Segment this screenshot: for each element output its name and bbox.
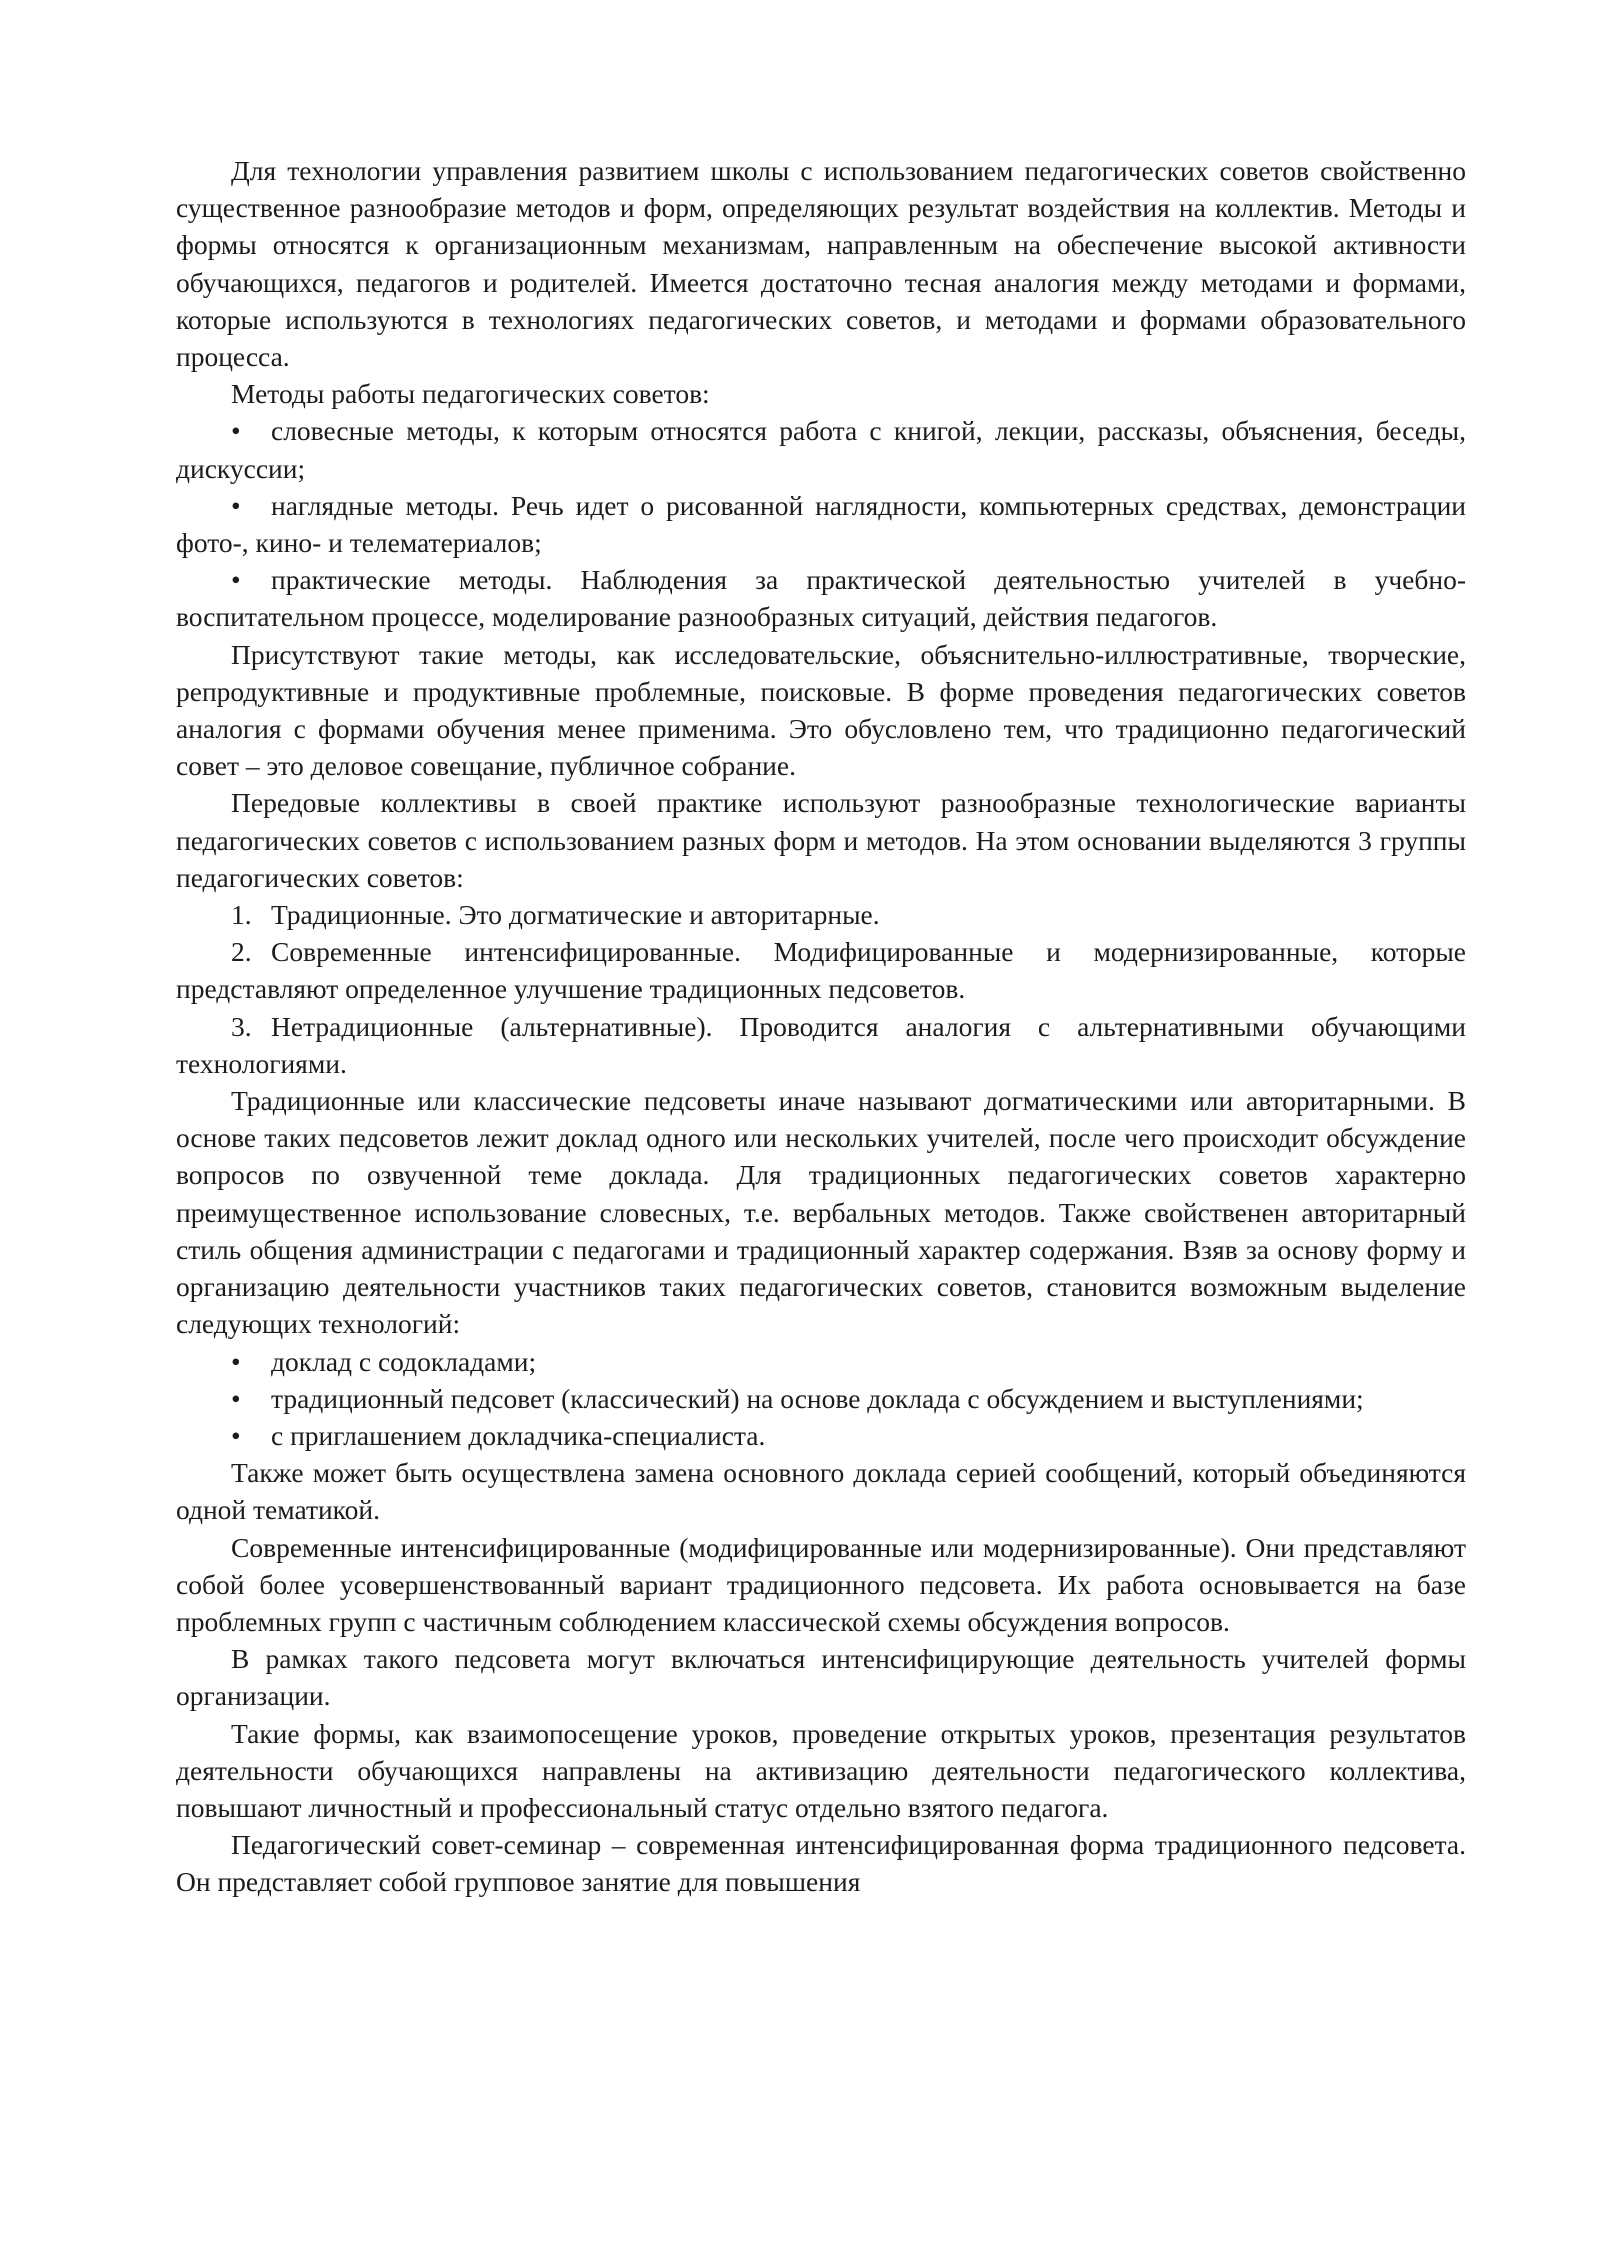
- list-item: [176, 1380, 1466, 1417]
- numbered-item: [176, 933, 1466, 1007]
- list-item-text: Нетрадиционные (альтернативные). Проводится аналогия с альтернативными обучающими технологиями.: [176, 1010, 1466, 1079]
- list-item-text: словесные методы, к которым относятся работа с книгой, лекции, рассказы, объяснения, беседы, дискуссии;: [176, 415, 1466, 484]
- list-item-text: Современные интенсифицированные. Модифицированные и модернизированные, которые представляют определенное улучшение традиционных педсоветов.: [176, 936, 1466, 1005]
- paragraph: В рамках такого педсовета могут включаться интенсифицирующие деятельность учителей формы организации.: [176, 1643, 1466, 1712]
- paragraph: Передовые коллективы в своей практике используют разнообразные технологические варианты педагогических советов с использованием разных форм и методов. На этом основании выделяются 3 группы педагогических советов:: [176, 787, 1466, 893]
- numbered-item: [176, 896, 1466, 933]
- bullet-marker: •: [231, 564, 241, 596]
- paragraph: Присутствуют такие методы, как исследовательские, объяснительно-иллюстративные, творческие, репродуктивные и продуктивные проблемные, поисковые. В форме проведения педагогических советов аналогия с формами обучения менее применима. Это обусловлено тем, что традиционно педагогический совет – это деловое совещание, публичное собрание.: [176, 638, 1466, 782]
- list-item-text: доклад с содокладами;: [271, 1345, 537, 1377]
- list-item: [176, 561, 1466, 635]
- list-item: [176, 412, 1466, 486]
- paragraph: Такие формы, как взаимопосещение уроков, проведение открытых уроков, презентация результатов деятельности обучающихся направлены на активизацию деятельности педагогического коллектива, повышают личностный и профессиональный статус отдельно взятого педагога.: [176, 1717, 1466, 1823]
- number-marker: 3.: [231, 1010, 252, 1042]
- bullet-marker: •: [231, 1382, 241, 1414]
- paragraph: Современные интенсифицированные (модифицированные или модернизированные). Они представляют собой более усовершенствованный вариант традиционного педсовета. Их работа основывается на базе проблемных групп с частичным соблюдением классической схемы обсуждения вопросов.: [176, 1531, 1466, 1637]
- paragraph: Традиционные или классические педсоветы иначе называют догматическими или авторитарными. В основе таких педсоветов лежит доклад одного или нескольких учителей, после чего происходит обсуждение вопросов по озвученной теме доклада. Для традиционных педагогических советов характерно преимущественное использование словесных, т.е. вербальных методов. Также свойственен авторитарный стиль общения администрации с педагогами и традиционный характер содержания. Взяв за основу форму и организацию деятельности участников таких педагогических советов, становится возможным выделение следующих технологий:: [176, 1085, 1466, 1340]
- bullet-marker: •: [231, 489, 241, 521]
- list-item: [176, 487, 1466, 561]
- bullet-marker: •: [231, 415, 241, 447]
- numbered-item: [176, 1008, 1466, 1082]
- paragraph: Педагогический совет-семинар – современная интенсифицированная форма традиционного педсовета. Он представляет собой групповое занятие для повышения: [176, 1829, 1466, 1898]
- list-item-text: практические методы. Наблюдения за практической деятельностью учителей в учебно-воспитательном процессе, моделирование разнообразных ситуаций, действия педагогов.: [176, 564, 1466, 633]
- paragraph: Методы работы педагогических советов:: [231, 378, 710, 410]
- bullet-marker: •: [231, 1345, 241, 1377]
- number-marker: 2.: [231, 936, 252, 968]
- paragraph: Для технологии управления развитием школы с использованием педагогических советов свойственно существенное разнообразие методов и форм, определяющих результат воздействия на коллектив. Методы и формы относятся к организационным механизмам, направленным на обеспечение высокой активности обучающихся, педагогов и родителей. Имеется достаточно тесная аналогия между методами и формами, которые используются в технологиях педагогических советов, и методами и формами образовательного процесса.: [176, 155, 1466, 373]
- bullet-marker: •: [231, 1419, 241, 1451]
- number-marker: 1.: [231, 899, 252, 931]
- list-item: [176, 1343, 1466, 1380]
- list-item: [176, 1417, 1466, 1454]
- list-item-text: традиционный педсовет (классический) на основе доклада с обсуждением и выступлениями;: [271, 1382, 1364, 1414]
- list-item-text: с приглашением докладчика-специалиста.: [271, 1419, 766, 1451]
- list-item-text: Традиционные. Это догматические и авторитарные.: [271, 899, 880, 931]
- paragraph: Также может быть осуществлена замена основного доклада серией сообщений, который объединяются одной тематикой.: [176, 1457, 1466, 1526]
- list-item-text: наглядные методы. Речь идет о рисованной наглядности, компьютерных средствах, демонстрации фото-, кино- и телематериалов;: [176, 489, 1466, 559]
- document-page: [176, 152, 1466, 1901]
